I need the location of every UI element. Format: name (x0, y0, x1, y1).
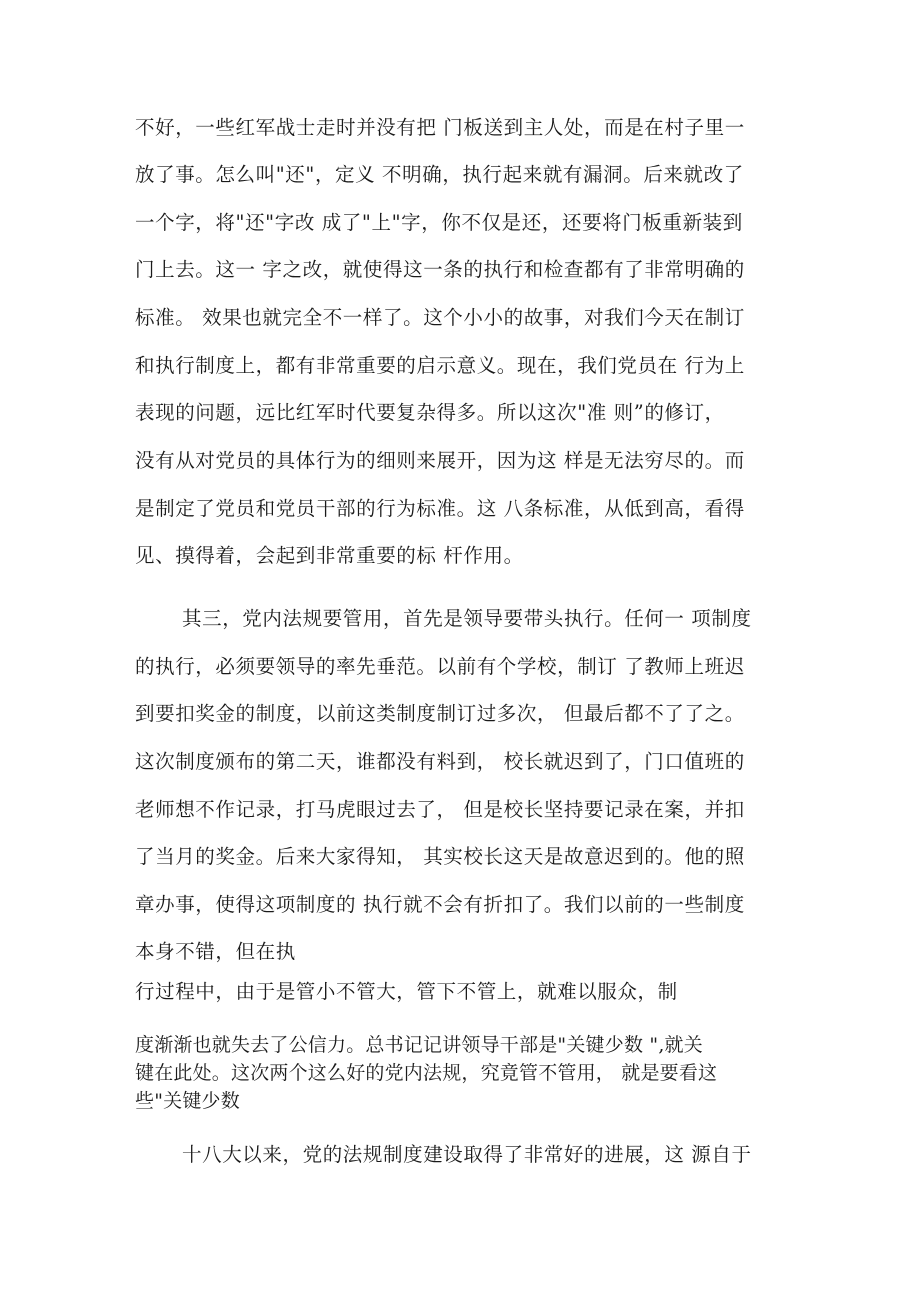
text-line: 一个字，将"还"字改 成了"上"字，你不仅是还，还要将门板重新装到 (135, 211, 743, 234)
text-line: 度渐渐也就失去了公信力。总书记记讲领导干部是"关键少数 ",就关 (135, 1034, 703, 1056)
text-line: 放了事。怎么叫"还"，定义 不明确，执行起来就有漏洞。后来就改了 (135, 163, 744, 186)
text-line: 了当月的奖金。后来大家得知， 其实校长这天是故意迟到的。他的照 (135, 845, 745, 868)
text-line: 和执行制度上，都有非常重要的启示意义。现在，我们党员在 行为上 (135, 354, 745, 377)
text-line: 是制定了党员和党员干部的行为标准。这 八条标准，从低到高，看得 (135, 497, 745, 520)
text-line: 门上去。这一 字之改，就使得这一条的执行和检查都有了非常明确的 (135, 258, 745, 281)
text-line: 本身不错，但在执 (135, 940, 296, 963)
text-line: 到要扣奖金的制度，以前这类制度制订过多次， 但最后都不了了之。 (135, 702, 745, 725)
text-line: 老师想不作记录，打马虎眼过去了， 但是校长坚持要记录在案，并扣 (135, 798, 745, 821)
text-line: 键在此处。这次两个这么好的党内法规，究竟管不管用， 就是要看这 (135, 1062, 718, 1084)
text-line: 不好，一些红军战士走时并没有把 门板送到主人处，而是在村子里一 (135, 116, 745, 139)
text-line: 的执行，必须要领导的率先垂范。以前有个学校，制订 了教师上班迟 (135, 655, 745, 678)
text-line: 标准。 效果也就完全不一样了。这个小小的故事，对我们今天在制订 (135, 306, 745, 329)
text-line: 十八大以来，党的法规制度建设取得了非常好的进展，这 源自于 (182, 1143, 752, 1166)
text-line: 这次制度颁布的第二天，谁都没有料到， 校长就迟到了，门口值班的 (135, 750, 745, 773)
text-line: 章办事，使得这项制度的 执行就不会有折扣了。我们以前的一些制度 (135, 893, 745, 916)
text-line: 表现的问题，远比红军时代要复杂得多。所以这次"准 则”的修订， (135, 401, 725, 424)
text-line: 些"关键少数 (135, 1090, 240, 1112)
text-line: 其三，党内法规要管用，首先是领导要带头执行。任何一 项制度 (182, 607, 752, 630)
text-line: 没有从对党员的具体行为的细则来展开，因为这 样是无法穷尽的。而 (135, 449, 745, 472)
text-line: 见、摸得着，会起到非常重要的标 杆作用。 (135, 544, 524, 567)
text-line: 行过程中，由于是管小不管大，管下不管上，就难以服众，制 (135, 980, 678, 1003)
